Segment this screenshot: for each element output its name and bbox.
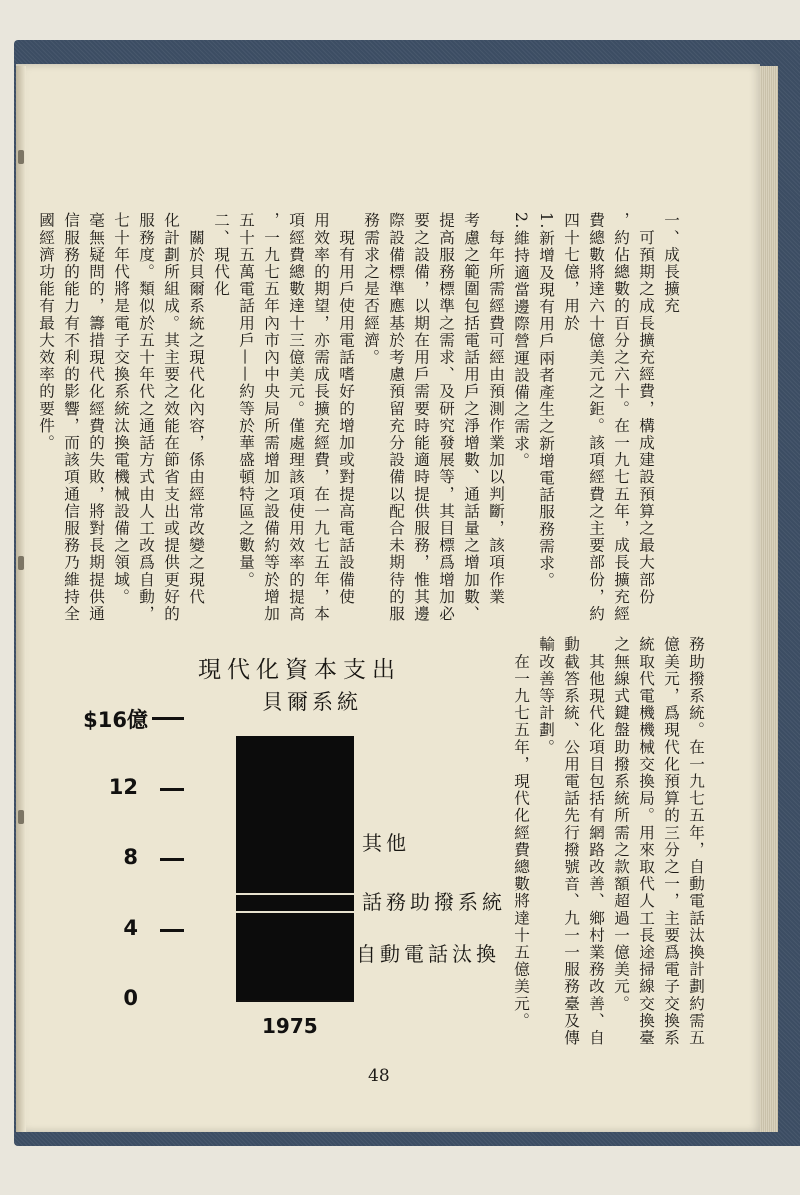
text-column: 務助撥系統。在一九七五年，自動電話汰換計劃約需五 — [687, 636, 705, 1047]
list-item: 1.新增及現有用戶兩者產生之新增電話服務需求。 — [537, 212, 555, 589]
x-axis-baseline — [236, 1000, 354, 1002]
y-tick-label: 0 — [123, 986, 138, 1010]
text-column: 務需求之是否經濟。 — [362, 212, 380, 366]
text-column: 之無線式鍵盤助撥系統所需之款額超過一億美元。 — [612, 636, 630, 1013]
text-column: 每年所需經費可經由預測作業加以判斷，該項作業 — [487, 212, 505, 606]
text-column: 服務度。類似於五十年代之通話方式由人工改爲自動， — [137, 212, 155, 623]
text-column: 信服務的能力有不利的影響，而該項通信服務乃維持全 — [62, 212, 80, 623]
text-column: 關於貝爾系統之現代化內容，係由經常改變之現代 — [187, 212, 205, 606]
text-column: 統取代電機機械交換局。用來取代人工長途掃線交換臺 — [637, 636, 655, 1047]
text-column: ，約佔總數的百分之六十。在一九七五年，成長擴充經 — [612, 212, 630, 623]
text-column: 在一九七五年，現代化經費總數將達十五億美元。 — [512, 636, 530, 1030]
text-column: 際設備標準應基於考慮預留充分設備以配合未期待的服 — [387, 212, 405, 623]
text-column: 毫無疑問的，籌措現代化經費的失敗，將對長期提供通 — [87, 212, 105, 623]
binding-hole — [18, 150, 24, 164]
text-column: 考慮之範圍包括電話用戶之淨增數、通話量之增加數、 — [462, 212, 480, 623]
segment-divider — [236, 911, 354, 913]
text-column: 國經濟功能有最大效率的要件。 — [37, 212, 55, 452]
y-tick-mark — [160, 858, 184, 861]
page-edges — [760, 66, 778, 1132]
y-tick-label: 12 — [108, 774, 138, 799]
text-column: 項經費總數達十三億美元。僅處理該項使用效率的提高 — [287, 212, 305, 623]
binding-hole — [18, 556, 24, 570]
text-column: 提高服務標準之需求、及研究發展等，其目標爲增加必 — [437, 212, 455, 623]
bar-1975 — [236, 736, 354, 1000]
text-column: 七十年代將是電子交換系統汰換電機械設備之領域。 — [112, 212, 130, 606]
list-item: 2.維持適當邊際營運設備之需求。 — [512, 212, 530, 470]
heading-modernization: 二、現代化 — [212, 212, 230, 298]
text-column: 費總數將達六十億美元之鉅。該項經費之主要部份，約 — [587, 212, 605, 623]
chart-title: 現代化資本支出 — [198, 657, 401, 683]
segment-label: 其他 — [362, 830, 410, 855]
y-tick-label: 8 — [123, 845, 138, 869]
y-tick-label: $16億 — [83, 708, 148, 732]
text-column: 要之設備，以期在用戶需要時能適時提供服務，惟其邊 — [412, 212, 430, 623]
text-column: 化計劃所組成。其主要之效能在節省支出或提供更好的 — [162, 212, 180, 623]
y-tick-label: 4 — [123, 915, 138, 940]
segment-label: 話務助撥系統 — [362, 890, 506, 915]
page-number: 48 — [368, 1066, 390, 1086]
text-column: 其他現代化項目包括有網路改善、鄉村業務改善、自 — [587, 636, 605, 1047]
chart-subtitle: 貝爾系統 — [262, 690, 362, 714]
text-column: 現有用戶使用電話嗜好的增加或對提高電話設備使 — [337, 212, 355, 606]
heading-growth: 一、成長擴充 — [662, 212, 680, 315]
segment-divider — [236, 893, 354, 895]
y-tick-mark — [160, 788, 184, 791]
x-axis-label: 1975 — [262, 1014, 318, 1038]
text-column: 用效率的期望，亦需成長擴充經費，在一九七五年，本 — [312, 212, 330, 623]
text-column: 四十七億，用於 — [562, 212, 580, 332]
binding — [16, 66, 26, 1132]
text-column: 動截答系統、公用電話先行撥號音、九一一服務臺及傳 — [562, 636, 580, 1047]
y-tick-mark — [160, 929, 184, 932]
segment-label: 自動電話汰換 — [356, 941, 500, 966]
binding-hole — [18, 810, 24, 824]
text-column: 五十五萬電話用戶——約等於華盛頓特區之數量。 — [237, 212, 255, 589]
text-column: ，一九七五年內市內中央局所需增加之設備約等於增加 — [262, 212, 280, 623]
text-column: 可預期之成長擴充經費，構成建設預算之最大部份 — [637, 212, 655, 606]
text-column: 輸改善等計劃。 — [537, 636, 555, 756]
text-column: 億美元，爲現代化預算的三分之一，主要爲電子交換系 — [662, 636, 680, 1047]
y-tick-mark — [152, 717, 184, 720]
